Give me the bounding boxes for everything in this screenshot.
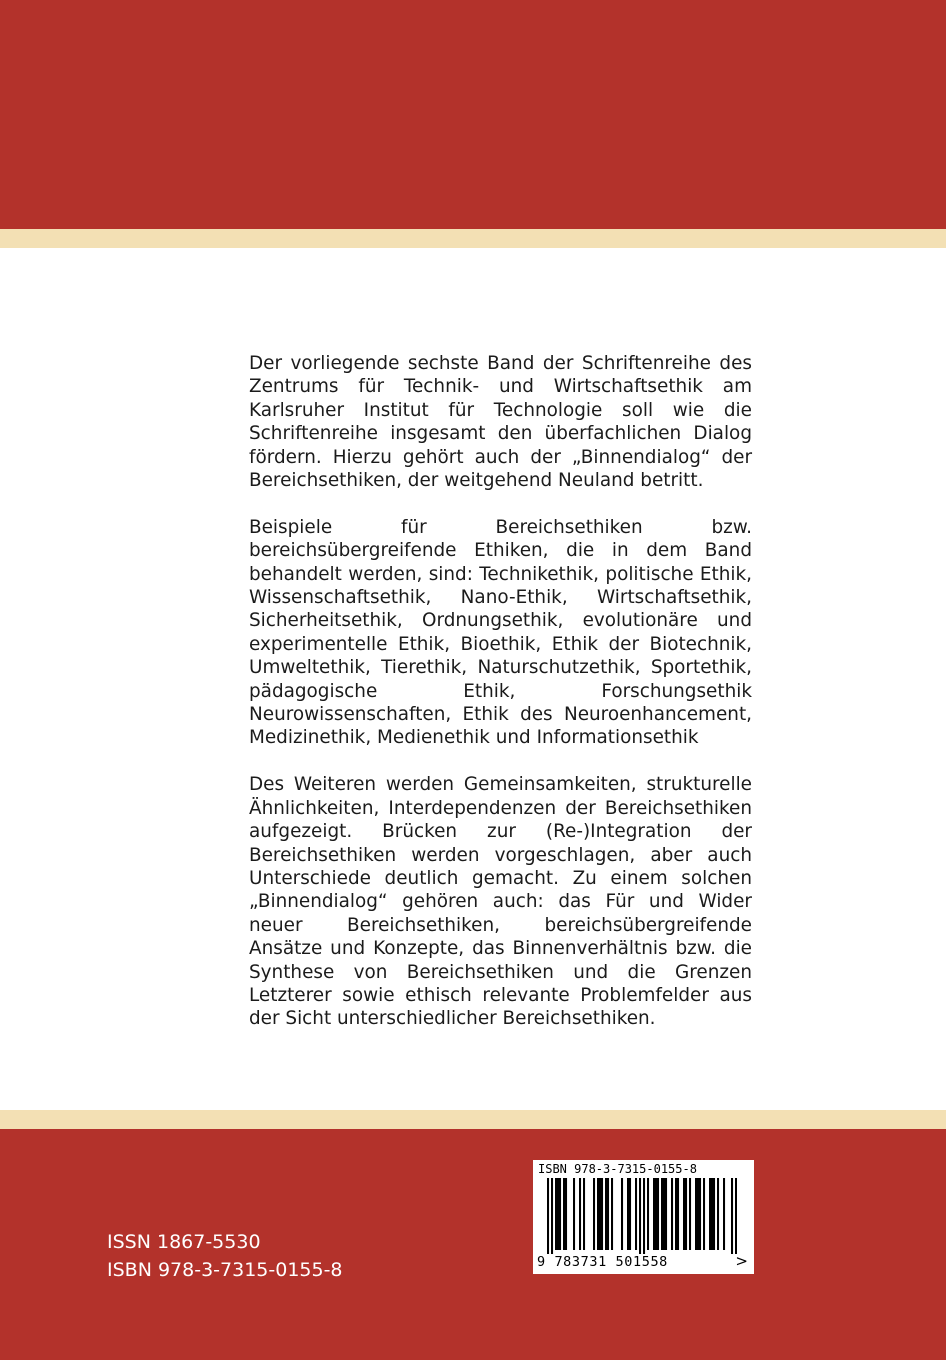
barcode-bar [703, 1178, 705, 1250]
barcode-bar [671, 1178, 673, 1250]
barcode-bars [547, 1178, 737, 1254]
barcode-bar [601, 1178, 603, 1250]
issn-number: ISSN 1867-5530 [107, 1231, 261, 1253]
barcode-bar [695, 1178, 697, 1250]
top-red-band [0, 0, 946, 229]
barcode-bar [563, 1178, 565, 1250]
barcode-bar [653, 1178, 655, 1250]
barcode-bar [593, 1178, 595, 1250]
barcode-bar [629, 1178, 631, 1250]
barcode-bar [699, 1178, 701, 1250]
barcode-bar [657, 1178, 659, 1250]
isbn-number: ISBN 978-3-7315-0155-8 [107, 1259, 343, 1281]
barcode-arrow: > [735, 1252, 748, 1270]
barcode-bar [709, 1178, 711, 1250]
bottom-cream-stripe [0, 1110, 946, 1129]
barcode-bar [599, 1178, 601, 1250]
barcode-bar [597, 1178, 599, 1250]
barcode-bar [627, 1178, 629, 1250]
barcode-bar [565, 1178, 567, 1250]
barcode-bar [717, 1178, 719, 1250]
barcode-bar [713, 1178, 715, 1250]
barcode-bar [663, 1178, 665, 1250]
barcode-bar [677, 1178, 679, 1250]
top-cream-stripe [0, 229, 946, 248]
barcode-bar [655, 1178, 657, 1250]
barcode-bar [607, 1178, 609, 1250]
barcode-bar [723, 1178, 725, 1250]
barcode-bar [557, 1178, 559, 1250]
barcode-bar [555, 1178, 557, 1250]
barcode-bar [579, 1178, 581, 1250]
barcode-bar [685, 1178, 687, 1250]
barcode-bar [697, 1178, 699, 1250]
barcode-bar [559, 1178, 561, 1250]
barcode-bar [639, 1178, 641, 1254]
isbn-barcode [533, 1160, 754, 1274]
paragraph-further: Des Weiteren werden Gemeinsamkeiten, strukturelle Ähnlichkeiten, Interdependenzen der Bereichsethiken aufgezeigt. Brücken zur (Re-)Integration der Bereichsethiken werden vorgeschlagen, aber auch Unterschiede deutlich gemacht. Zu einem solchen „Binnendialog“ gehören auch: das Für und Wider neuer Bereichsethiken, bereichsübergreifende Ansätze und Konzepte, das Binnenverhältnis bzw. die Synthese von Bereichsethiken und die Grenzen Letzterer sowie ethisch relevante Problemfelder aus der Sicht unterschiedlicher Bereichsethiken. [249, 774, 752, 1030]
barcode-isbn-label: ISBN 978-3-7315-0155-8 [538, 1162, 697, 1176]
barcode-bar [547, 1178, 549, 1254]
barcode-bar [621, 1178, 623, 1250]
barcode-bar [573, 1178, 575, 1250]
paragraph-examples: Beispiele für Bereichsethiken bzw. bereichsübergreifende Ethiken, die in dem Band behandelt werden, sind: Technikethik, politische Ethik, Wissenschaftsethik, Nano-Ethik, Wirtschaftsethik, Sicherheitsethik, Ordnungsethik, evolutionäre und experimentelle Ethik, Bioethik, Ethik der Biotechnik, Umweltethik, Tierethik, Naturschutzethik, Sportethik, pädagogische Ethik, Forschungsethik Neurowissenschaften, Ethik des Neuroenhancement, Medizinethik, Medienethik und Informationsethik [249, 516, 752, 749]
barcode-digits: 9 783731 501558 [537, 1254, 668, 1270]
barcode-bar [683, 1178, 685, 1250]
barcode-bar [611, 1178, 613, 1250]
back-cover-text [249, 352, 752, 1031]
barcode-bar [635, 1178, 637, 1250]
barcode-bar [689, 1178, 691, 1250]
barcode-bar [643, 1178, 645, 1254]
barcode-bar [583, 1178, 585, 1250]
barcode-bar [665, 1178, 667, 1250]
barcode-bar [675, 1178, 677, 1250]
barcode-bar [731, 1178, 733, 1254]
barcode-bar [735, 1178, 737, 1254]
barcode-bar [647, 1178, 649, 1250]
identifier-block [107, 1228, 343, 1284]
barcode-bar [661, 1178, 663, 1250]
barcode-bar [711, 1178, 713, 1250]
barcode-bar [551, 1178, 553, 1254]
paragraph-intro: Der vorliegende sechste Band der Schriftenreihe des Zentrums für Technik- und Wirtschaftsethik am Karlsruher Institut für Technologie soll wie die Schriftenreihe insgesamt den überfachlichen Dialog fördern. Hierzu gehört auch der „Binnendialog“ der Bereichsethiken, der weitgehend Neuland betritt. [249, 353, 752, 492]
barcode-bar [605, 1178, 607, 1250]
